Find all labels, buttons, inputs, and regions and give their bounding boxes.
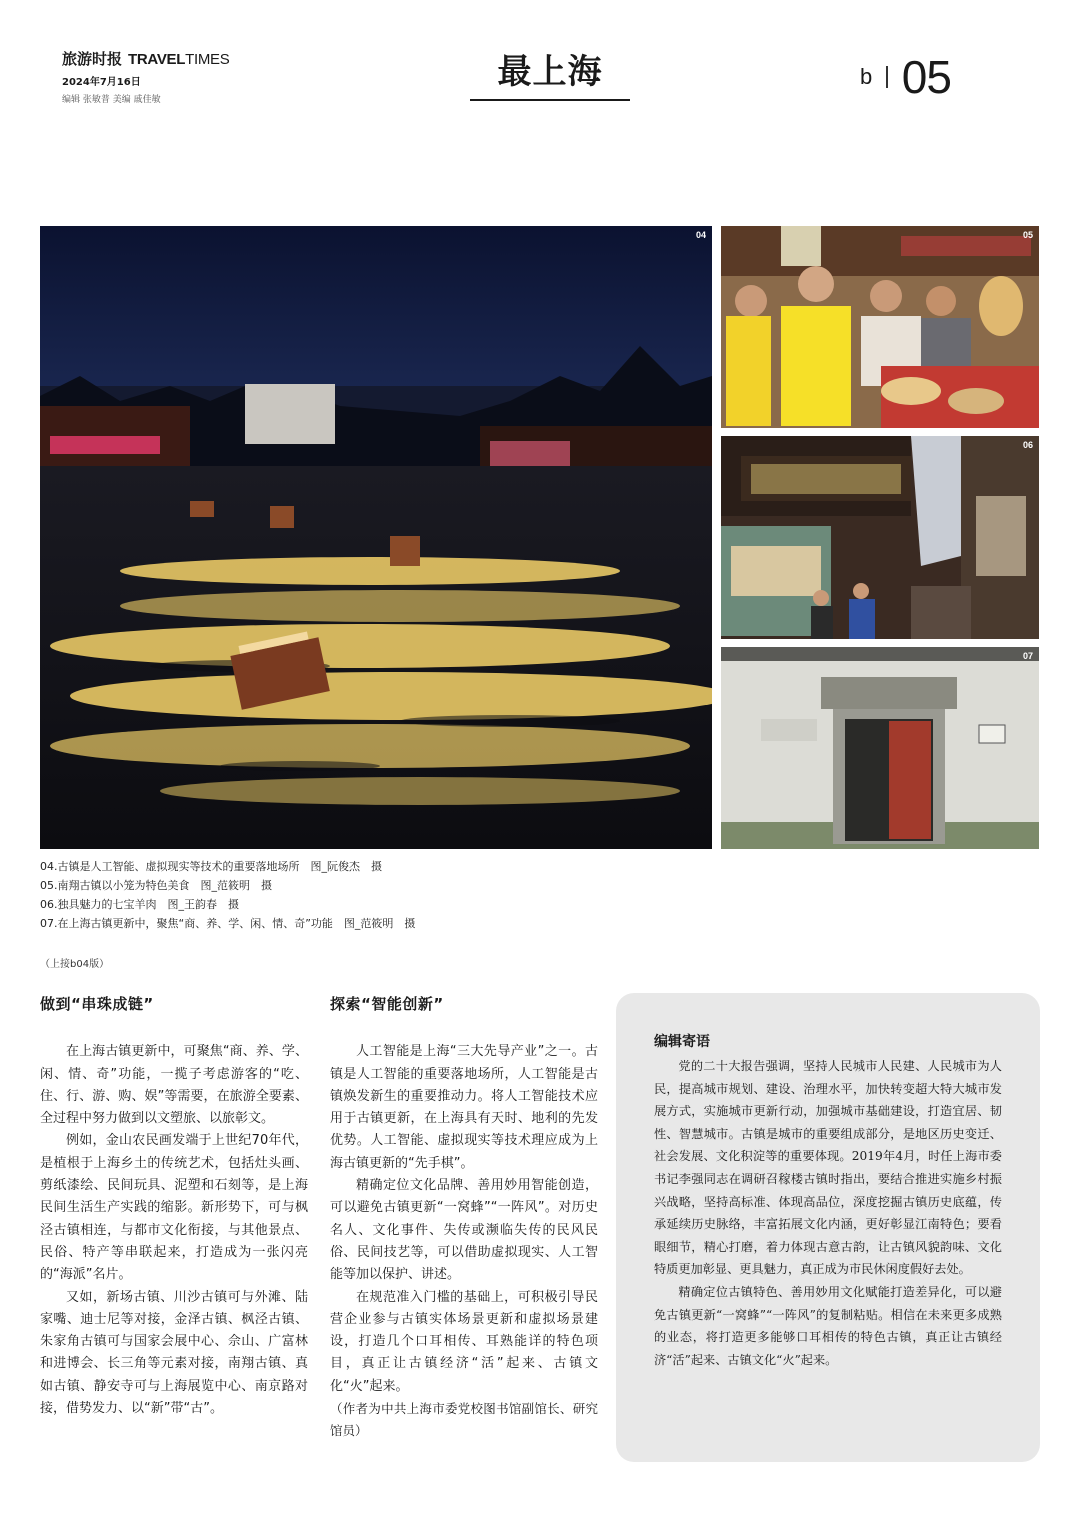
paragraph: 党的二十大报告强调，坚持人民城市人民建、人民城市为人民，提高城市规划、建设、治理水平，加快转变超大特大城市发展方式，实施城市更新行动，加强城市基础建设，打造宜居、韧性、智慧城市。古镇是城市的重要组成部分，是地区历史变迁、社会发展、文化积淀等的重要体现。2019年4月，时任上海市委书记李强同志在调研召稼楼古镇时指出，要结合推进实施乡村振兴战略，坚持高标准、体现高品位，深度挖掘古镇历史底蕴，传承延续历史脉络，丰富拓展文化内涵，更好彰显江南特色；要看眼细节，精心打磨，着力体现古意古韵，让古镇风貌韵味、文化特质更加彰显、更具魅力，真正成为市民休闲度假好去处。 [654,1059,1002,1277]
photo-tag: 06 [1022,440,1033,450]
editor-note-box [616,993,1040,1462]
edition-letter: b [860,64,873,89]
editors-credit: 编辑 张敏普 美编 戚佳敏 [62,95,161,105]
paragraph: 例如，金山农民画发端于上世纪70年代，是植根于上海乡土的传统艺术，包括灶头画、剪纸漆绘、民间玩具、泥塑和石刻等，是上海民间生活生产实践的缩影。新形势下，可与枫泾古镇相连，与都市文化衔接，与其他景点、民俗、特产等串联起来，打造成为一张闪亮的“海派”名片。 [40,1133,308,1283]
brand-en: TRAVELTIMES [128,51,230,68]
column-heading: 做到“串珠成链” [40,995,154,1013]
continued-from-note: （上接b04版） [40,959,110,970]
paragraph: 精确定位古镇特色、善用妙用文化赋能打造差异化，可以避免古镇更新“一窝蜂”“一阵风”的复制粘贴。相信在未来更多成熟的业态，将打造更多能够口耳相传的特色古镇，真正让古镇经济“活”起来、古镇文化“火”起来。 [654,1284,1002,1367]
brand-logo [62,48,362,69]
paragraph: 在上海古镇更新中，可聚焦“商、养、学、闲、情、奇”功能，一揽子考虑游客的“吃、住、行、游、购、娱”等需要，在旅游全要素、全过程中努力做到以文塑旅、以旅彰文。 [40,1044,308,1127]
article-column-1 [40,993,308,1420]
crowd-street-food-photo [721,226,1039,428]
column-heading: 探索“智能创新” [330,995,444,1013]
photo-tag: 05 [1022,230,1033,240]
article-column-2 [330,993,598,1443]
editor-note-heading: 编辑寄语 [654,1034,710,1050]
author-byline: （作者为中共上海市委党校图书馆副馆长、研究馆员） [330,1401,598,1439]
paragraph: 精确定位文化品牌、善用妙用智能创造，可以避免古镇更新“一窝蜂”“一阵风”。对历史名人、文化事件、失传或濒临失传的民风民俗、民间技艺等，可以借助虚拟现实、人工智能等加以保护、讲述。 [330,1178,598,1283]
page-number-value: 05 [901,51,951,103]
issue-date: 2024年7月16日 [62,77,141,88]
caption: 07.在上海古镇更新中，聚焦“商、养、学、闲、情、奇”功能 图_范筱明 摄 [40,917,416,930]
caption: 04.古镇是人工智能、虚拟现实等技术的重要落地场所 图_阮俊杰 摄 [40,860,382,873]
section-title: 最上海 [470,44,630,101]
divider [886,66,888,88]
caption: 05.南翔古镇以小笼为特色美食 图_范筱明 摄 [40,879,272,892]
night-canal-boats-photo [40,226,712,849]
photo-tag: 07 [1022,651,1033,661]
white-wall-red-door-photo [721,647,1039,849]
page-number [860,50,951,104]
paragraph: 在规范准入门槛的基础上，可积极引导民营企业参与古镇实体场景更新和虚拟场景建设，打造几个口耳相传、耳熟能详的特色项目，真正让古镇经济“活”起来、古镇文化“火”起来。 [330,1289,598,1394]
brand-cn: 旅游时报 [62,50,123,68]
paragraph: 又如，新场古镇、川沙古镇可与外滩、陆家嘴、迪士尼等对接，金泽古镇、枫泾古镇、朱家角古镇可与国家会展中心、佘山、广富林和进博会、长三角等元素对接，南翔古镇、真如古镇、静安寺可与上海展览中心、南京路对接，借势发力、以“新”带“古”。 [40,1289,308,1417]
photo-captions [40,857,415,933]
caption: 06.独具魅力的七宝羊肉 图_王韵春 摄 [40,898,239,911]
masthead [62,48,362,105]
photo-tag: 04 [695,230,706,240]
paragraph: 人工智能是上海“三大先导产业”之一。古镇是人工智能的重要落地场所，人工智能是古镇焕发新生的重要推动力。将人工智能技术应用于古镇更新，在上海具有天时、地利的先发优势。人工智能、虚拟现实等技术理应成为上海古镇更新的“先手棋”。 [330,1044,598,1171]
old-street-shops-photo [721,436,1039,639]
